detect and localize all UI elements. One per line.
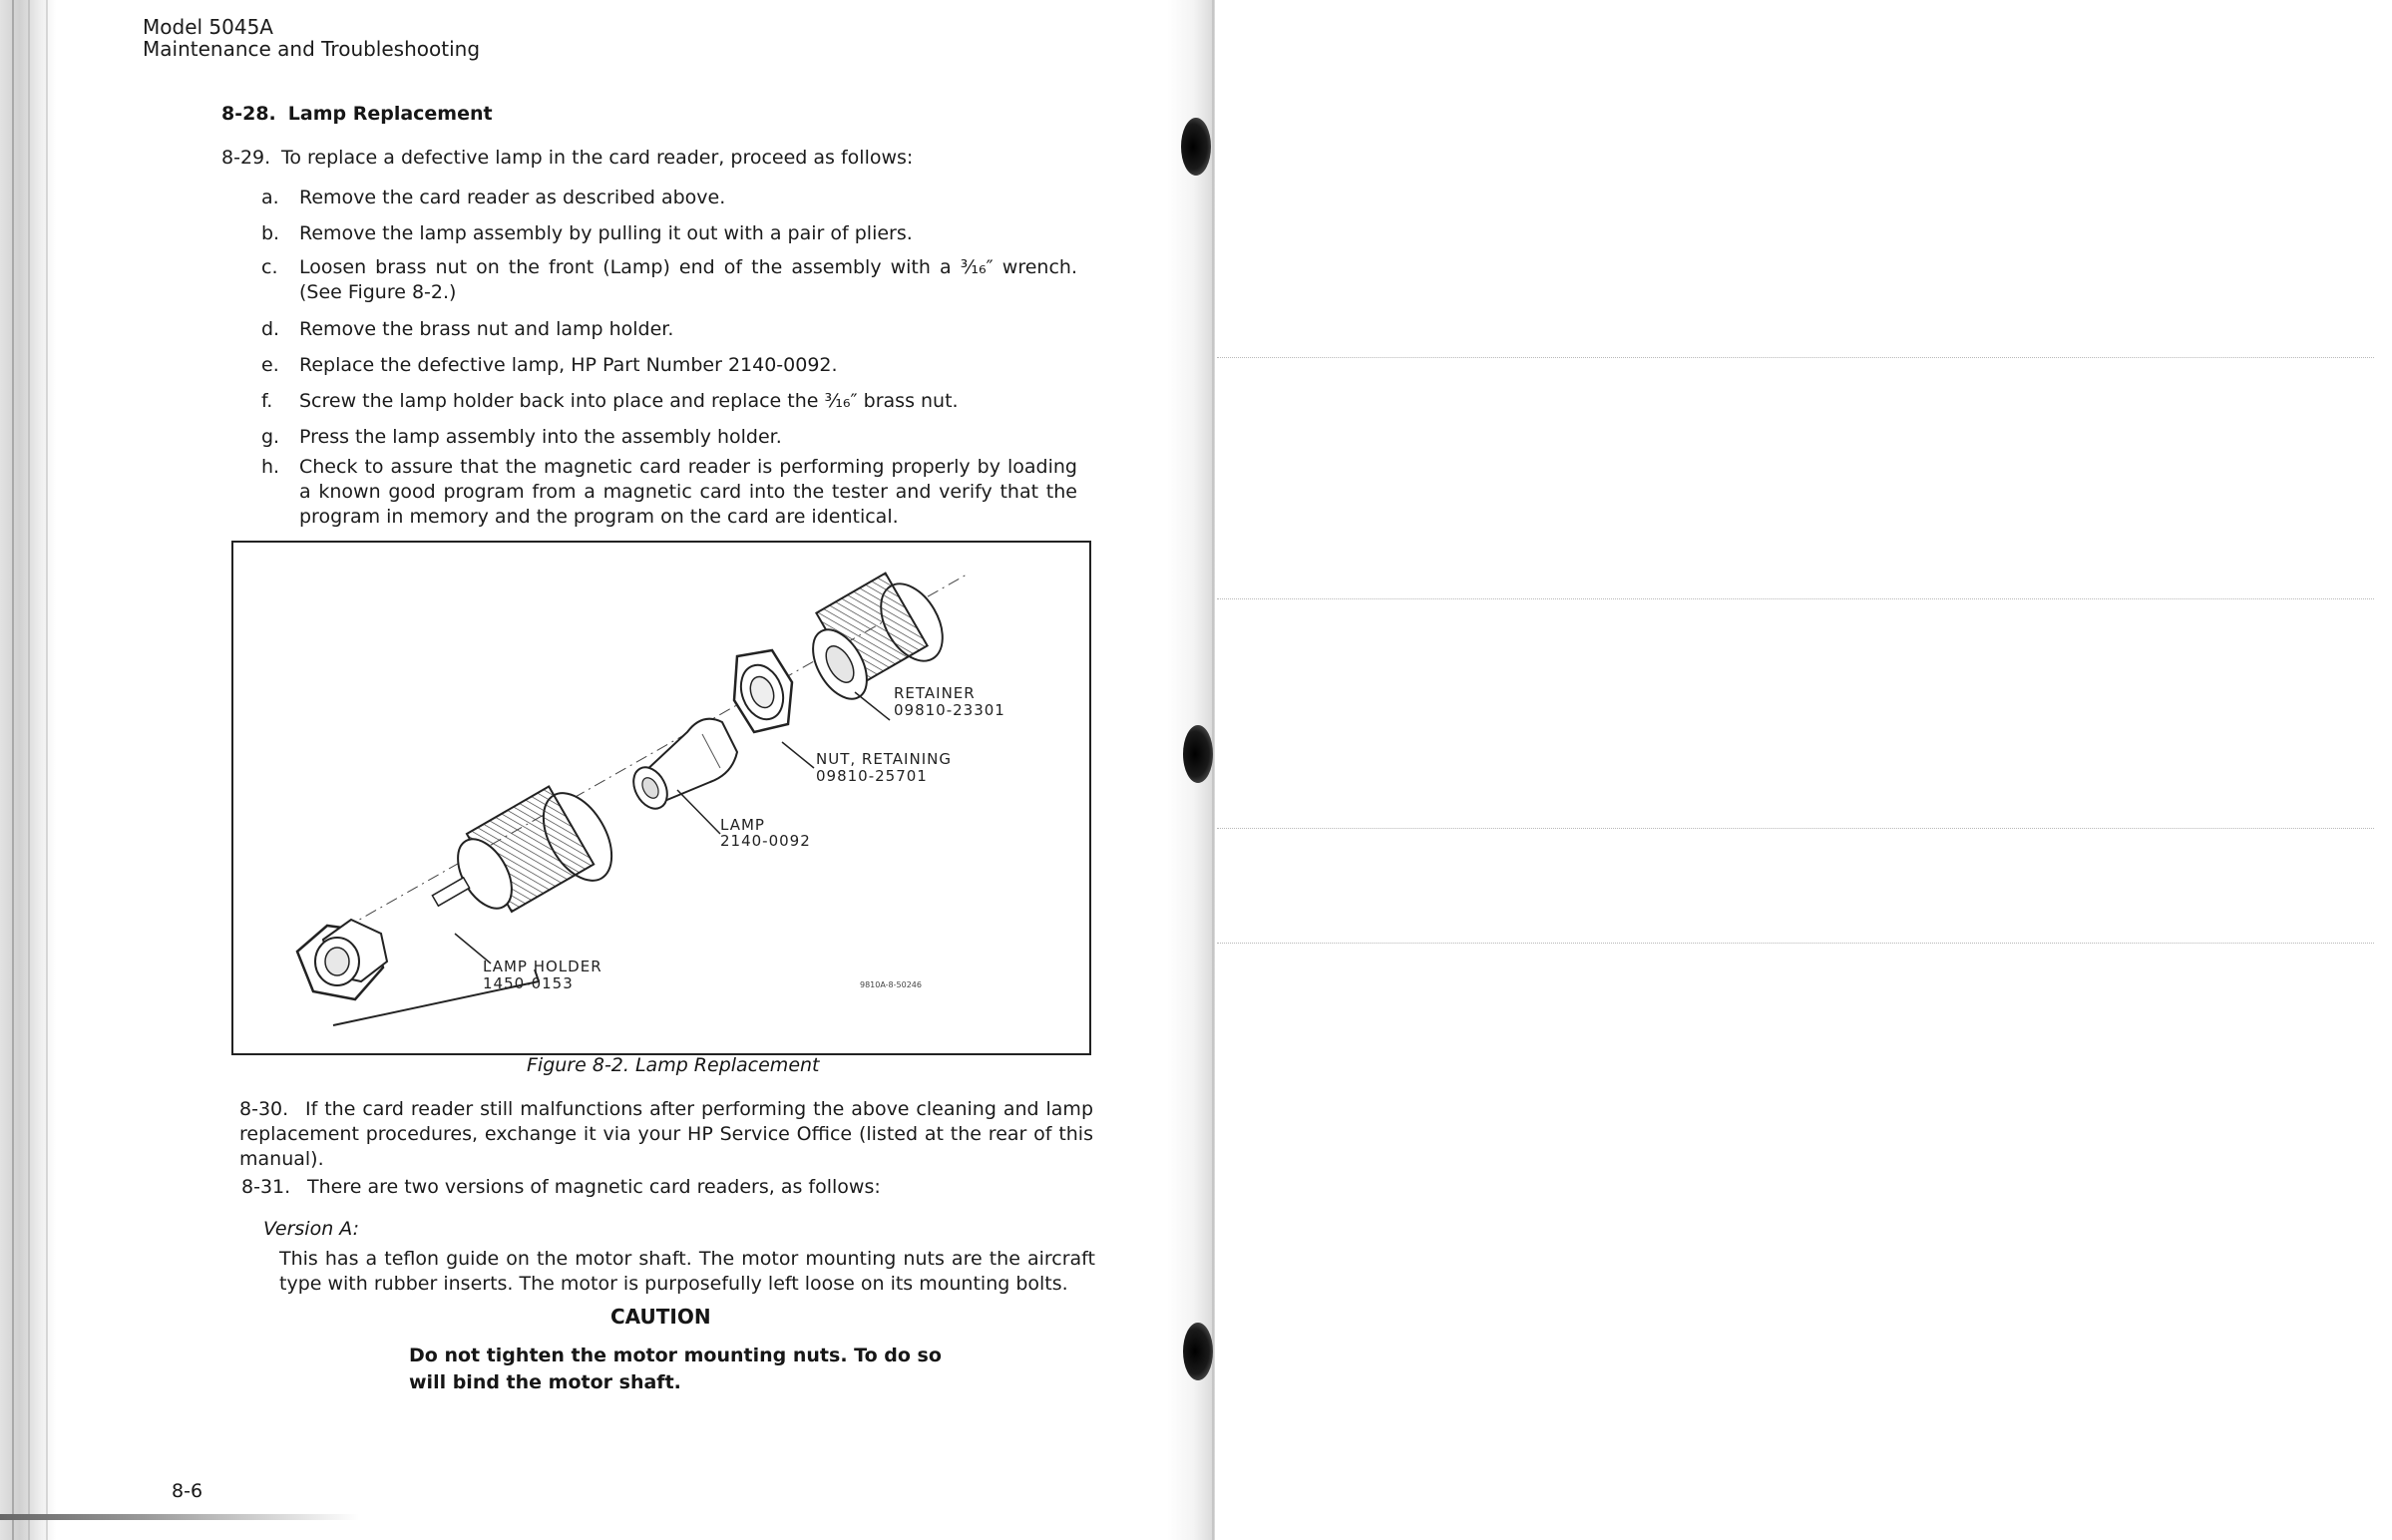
- step-letter: g.: [261, 426, 280, 448]
- retainer-part-number: 09810-23301: [894, 701, 1005, 719]
- scan-dot-line: [1217, 943, 2374, 944]
- paragraph-8-29: [221, 146, 1099, 171]
- step-letter: d.: [261, 318, 280, 340]
- step-letter: b.: [261, 222, 280, 244]
- step-text: Loosen brass nut on the front (Lamp) end of the assembly with a ³⁄₁₆″ wrench. (See Figure 8-2.): [299, 256, 1077, 303]
- step-text: Remove the lamp assembly by pulling it out with a pair of pliers.: [299, 222, 913, 244]
- scan-dot-line: [1217, 598, 2374, 599]
- version-a-label: Version A:: [263, 1218, 360, 1240]
- lamp-holder-drawing: [432, 781, 625, 917]
- section-heading: [221, 103, 493, 125]
- brass-nut-drawing: [297, 920, 387, 999]
- lamp-holder-part-number: 1450-0153: [483, 974, 574, 992]
- lamp-label: LAMP: [720, 816, 765, 834]
- step-text: Press the lamp assembly into the assembly holder.: [299, 426, 782, 448]
- leader-line: [855, 692, 890, 720]
- retaining-nut-label: NUT, RETAINING: [816, 750, 952, 768]
- paragraph-text: There are two versions of magnetic card readers, as follows:: [307, 1176, 881, 1198]
- paragraph-number: 8-31.: [241, 1176, 291, 1198]
- step-text: Replace the defective lamp, HP Part Number 2140-0092.: [299, 354, 838, 376]
- retaining-nut-drawing: [734, 650, 792, 732]
- retainer-label: RETAINER: [894, 684, 976, 702]
- section-title: Lamp Replacement: [287, 103, 493, 125]
- step-letter: a.: [261, 187, 279, 208]
- leader-line: [677, 790, 720, 834]
- version-a-text: This has a teflon guide on the motor shaft. The motor mounting nuts are the aircraft type with rubber inserts. The motor is purposefully left loose on its mounting bolts.: [279, 1248, 1095, 1295]
- step-text: Remove the card reader as described above.: [299, 187, 726, 208]
- drawing-id: 9810A-8-50246: [860, 980, 922, 989]
- paragraph-8-31: [241, 1175, 1095, 1200]
- lamp-holder-label: LAMP HOLDER: [483, 958, 602, 975]
- paragraph-text: To replace a defective lamp in the card reader, proceed as follows:: [281, 147, 914, 169]
- paragraph-number: 8-30.: [239, 1098, 289, 1120]
- leader-line: [782, 742, 814, 768]
- caution-title: CAUTION: [610, 1305, 711, 1329]
- header-model: Model 5045A: [143, 15, 273, 39]
- paragraph-8-30: [239, 1097, 1093, 1172]
- figure-frame: [231, 541, 1091, 1055]
- header-section-title: Maintenance and Troubleshooting: [143, 37, 481, 61]
- lamp-drawing: [626, 719, 737, 815]
- page-number: 8-6: [172, 1480, 203, 1502]
- lamp-part-number: 2140-0092: [720, 832, 811, 850]
- scan-bottom-edge: [0, 1514, 359, 1520]
- scan-dot-line: [1217, 828, 2374, 829]
- step-letter: f.: [261, 390, 273, 412]
- punch-hole: [1183, 725, 1213, 783]
- step-text: Check to assure that the magnetic card reader is performing properly by loading a known good program from a magnetic card into the tester and verify that the program in memory and the program on the card are identical.: [299, 456, 1077, 528]
- scan-dot-line: [1217, 357, 2374, 358]
- retaining-nut-part-number: 09810-25701: [816, 767, 928, 785]
- figure-caption: Figure 8-2. Lamp Replacement: [527, 1054, 820, 1076]
- paragraph-number: 8-29.: [221, 147, 271, 169]
- step-letter: h.: [261, 456, 280, 478]
- page-edge-line: [1212, 0, 1214, 1540]
- step-text: Remove the brass nut and lamp holder.: [299, 318, 674, 340]
- binding-line: [12, 0, 14, 1540]
- binding-line: [46, 0, 48, 1540]
- binding-line: [28, 0, 30, 1540]
- punch-hole: [1181, 118, 1211, 176]
- caution-text: Do not tighten the motor mounting nuts. To do so will bind the motor shaft.: [409, 1345, 942, 1393]
- lamp-assembly-diagram: [233, 543, 1089, 1053]
- paragraph-text: If the card reader still malfunctions after performing the above cleaning and lamp replacement procedures, exchange it via your HP Service Office (listed at the rear of this manual).: [239, 1098, 1093, 1170]
- step-letter: e.: [261, 354, 279, 376]
- section-number: 8-28.: [221, 103, 276, 125]
- step-text: Screw the lamp holder back into place and replace the ³⁄₁₆″ brass nut.: [299, 390, 959, 412]
- punch-hole: [1183, 1323, 1213, 1380]
- step-letter: c.: [261, 256, 278, 278]
